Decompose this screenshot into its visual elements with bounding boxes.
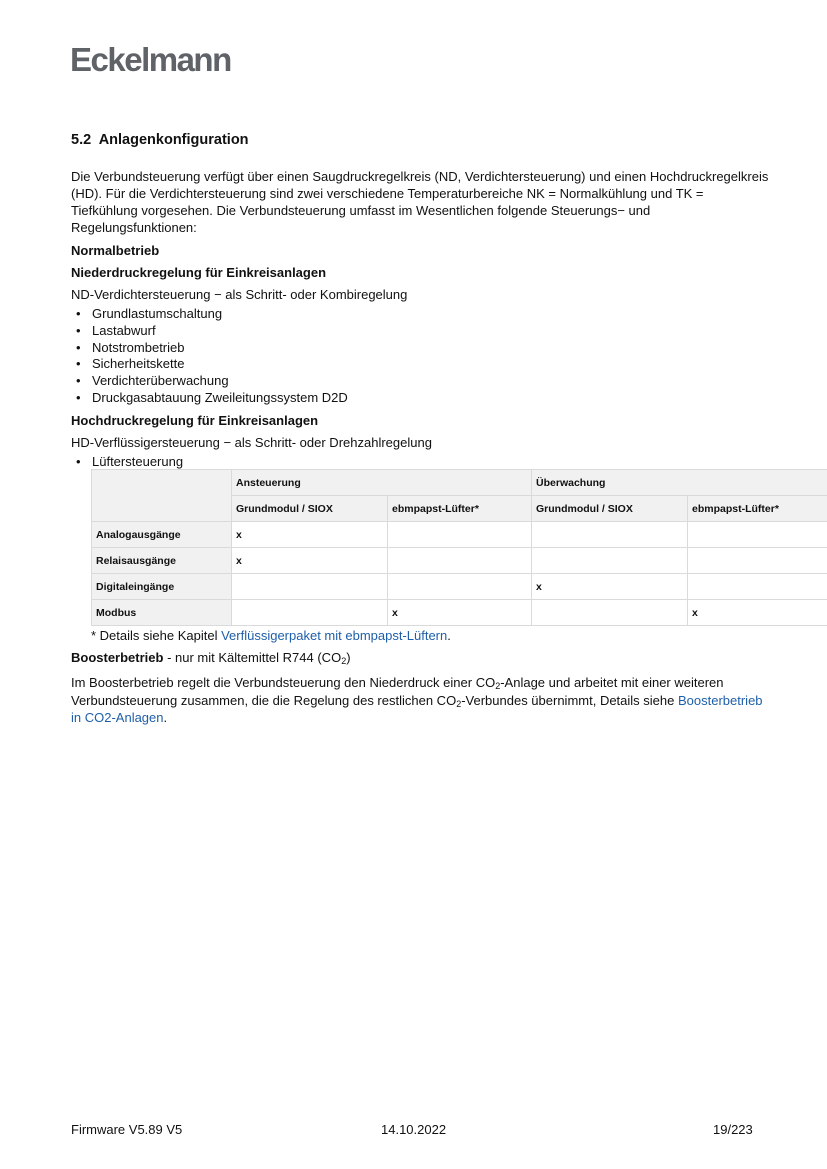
table-cell	[688, 548, 827, 574]
high-pressure-heading: Hochdruckregelung für Einkreisanlagen	[71, 412, 319, 428]
table-cell	[388, 574, 532, 600]
table-cell	[388, 548, 532, 574]
booster-section	[71, 649, 771, 727]
table-cell	[532, 600, 688, 626]
low-pressure-heading: Niederdruckregelung für Einkreisanlagen	[71, 265, 327, 280]
column-header: ebmpapst-Lüfter*	[388, 496, 532, 522]
section-number: 5.2	[71, 132, 92, 148]
high-pressure-text: HD-Verflüssigersteuerung − als Schritt- oder Drehzahlregelung	[71, 434, 432, 450]
section-heading	[71, 130, 771, 150]
footer-page-number: 19/223	[713, 1122, 753, 1137]
list-item: • Lastabwurf	[76, 322, 156, 338]
bullet-icon: •	[76, 339, 81, 355]
column-header: Grundmodul / SIOX	[532, 496, 688, 522]
group-header-control: Ansteuerung	[232, 470, 532, 496]
table-cell	[232, 574, 388, 600]
booster-link[interactable]: Boosterbetrieb in CO2-Anlagen	[71, 692, 763, 725]
fan-package-link[interactable]: Verflüssigerpaket mit ebmpapst-Lüftern	[221, 628, 448, 643]
footer-date: 14.10.2022	[381, 1122, 447, 1137]
section-title: Anlagenkonfiguration	[98, 132, 249, 148]
bullet-icon: •	[76, 453, 81, 469]
normal-operation-heading: Normalbetrieb	[71, 243, 160, 258]
booster-paragraph: Im Boosterbetrieb regelt die Verbundsteuerung den Niederdruck einer $CO_2$-Anlage und arbeitet mit einer weiteren Verbundsteuerung zusammen, die die Regelung des restlichen $CO_2$-Verbundes übernimmt, Details siehe Boosterbetrieb in CO2-Anlagen.	[71, 675, 763, 725]
io-table	[91, 469, 827, 626]
table-cell: x	[232, 548, 388, 574]
table-cell	[532, 548, 688, 574]
table-cell: x	[388, 600, 532, 626]
table-cell	[688, 574, 827, 600]
row-header: Relaisausgänge	[92, 548, 232, 574]
list-item: • Lüftersteuerung	[76, 453, 184, 469]
table-row	[92, 522, 827, 548]
list-item: • Verdichterüberwachung	[76, 373, 229, 389]
company-logo: Eckelmann	[70, 41, 231, 78]
column-header: ebmpapst-Lüfter*	[688, 496, 827, 522]
low-pressure-text: ND-Verdichtersteuerung − als Schritt- oder Kombiregelung	[71, 287, 408, 302]
column-header: Grundmodul / SIOX	[232, 496, 388, 522]
table-cell	[388, 522, 532, 548]
list-item: • Sicherheitskette	[76, 356, 185, 372]
main-content	[71, 130, 771, 471]
table-cell: x	[532, 574, 688, 600]
row-header: Analogausgänge	[92, 522, 232, 548]
table-footnote: * Details siehe Kapitel Verflüssigerpaket mit ebmpapst-Lüftern.	[91, 628, 451, 643]
list-item: • Druckgasabtauung Zweileitungssystem D2D	[76, 389, 348, 405]
list-item: • Grundlastumschaltung	[76, 306, 223, 321]
group-header-monitoring: Überwachung	[532, 470, 827, 496]
booster-heading: Boosterbetrieb - nur mit Kältemittel R744 $(CO_2)$	[71, 650, 351, 666]
footer-firmware: Firmware V5.89 V5	[71, 1122, 183, 1137]
table-row	[92, 600, 827, 626]
table-corner-cell	[92, 470, 232, 522]
table-cell: x	[688, 600, 827, 626]
bullet-icon: •	[76, 322, 81, 338]
row-header: Modbus	[92, 600, 232, 626]
bullet-icon: •	[76, 306, 81, 321]
row-header: Digitaleingänge	[92, 574, 232, 600]
bullet-icon: •	[76, 373, 81, 389]
list-item: • Notstrombetrieb	[76, 339, 185, 355]
table-cell	[688, 522, 827, 548]
table-row	[92, 574, 827, 600]
intro-paragraph: Die Verbundsteuerung verfügt über einen Saugdruckregelkreis (ND, Verdichtersteuerung) und einen Hochdruckregelkreis (HD). Für die Verdichtersteuerung sind zwei verschiedene Temperaturbereiche NK = Normalkühlung und TK = Tiefkühlung vorgesehen. Die Verbundsteuerung umfasst im Wesentlichen folgende Steuerungs− und Regelungsfunktionen:	[71, 169, 769, 235]
table-cell	[532, 522, 688, 548]
low-pressure-list	[71, 306, 771, 407]
bullet-icon: •	[76, 389, 81, 405]
table-row	[92, 548, 827, 574]
bullet-icon: •	[76, 356, 81, 372]
table-cell: x	[232, 522, 388, 548]
table-cell	[232, 600, 388, 626]
table-group-header-row	[92, 470, 827, 496]
